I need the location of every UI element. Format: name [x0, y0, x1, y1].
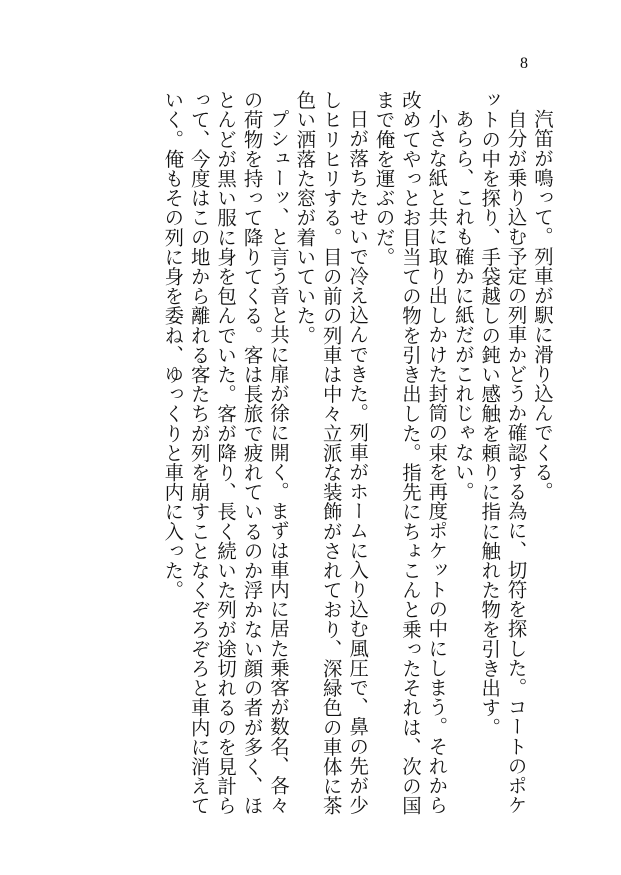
paragraph-3: あらら、これも確かに紙だがこれじゃない。: [451, 109, 475, 502]
paragraph-6: プシューッ、と言う音と共に扉が徐に開く。まずは車内に居た乗客が数名、各々の荷物を持って降りてくる。客は長旅で疲れているのか浮かない顔の者が多く、ほとんどが黒い服に身を包んでいた。客が降り、長く続いた列が途切れるのを見計らって、今度はこの地から離れる客たちが列を崩すことなくぞろぞろと車内に消えていく。俺もその列に身を委ね、ゆっくりと車内に入った。: [161, 90, 290, 816]
paragraph-1: 汽笛が鳴って。列車が駅に滑り込んでくる。: [531, 109, 554, 502]
paragraph-2: 自分が乗り込む予定の列車かどうか確認する為に、切符を探した。コートのポケットの中を探り、手袋越しの鈍い感触を頼りに指に触れた物を引き出す。: [478, 90, 528, 815]
paragraph-4: 小さな紙と共に取り出しかけた封筒の束を再度ポケットの中にしまう。それから改めてやっとお目当ての物を引き出した。指先にちょこんと乗ったそれは、次の国まで俺を運ぶのだ。: [372, 90, 449, 816]
paragraph-5: 日が落ちたせいで冷え込んできた。列車がホームに入り込む風圧で、鼻の先が少しヒリヒリする。目の前の列車は中々立派な装飾がされており、深緑色の車体に茶色い洒落た窓が着いていた。: [293, 90, 370, 816]
page-number: 8: [520, 55, 528, 72]
body-text: [55, 90, 555, 830]
